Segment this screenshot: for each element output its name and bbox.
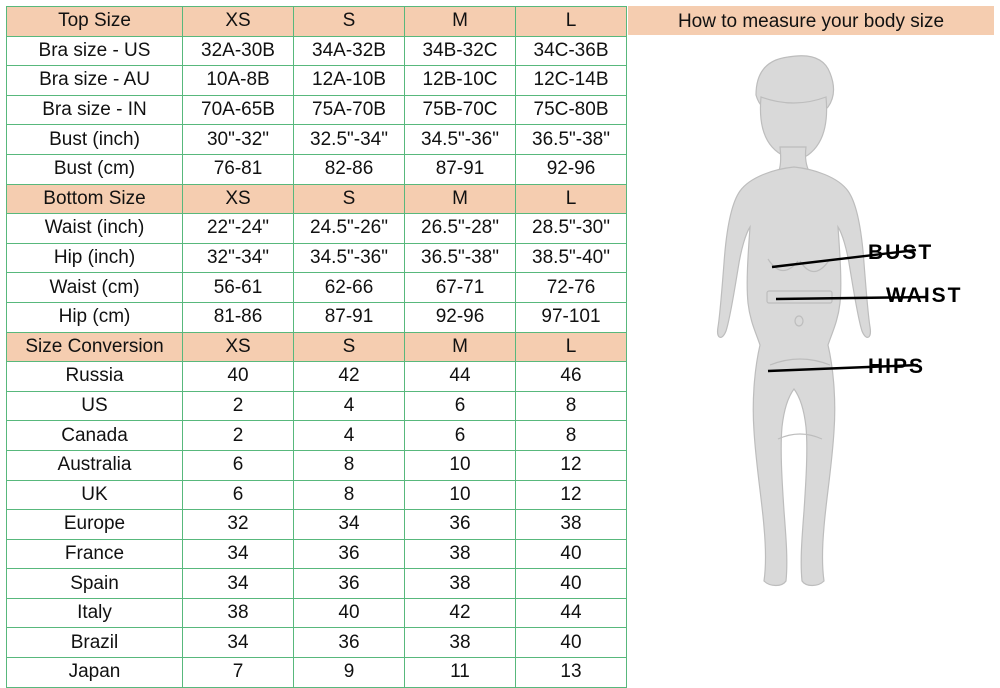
table-section-header-label: Size Conversion	[7, 332, 183, 362]
table-row-label: Russia	[7, 362, 183, 392]
table-cell: 2	[183, 421, 294, 451]
table-cell: 40	[516, 628, 627, 658]
table-cell: 6	[405, 421, 516, 451]
table-cell: 97-101	[516, 302, 627, 332]
table-cell: 32"-34"	[183, 243, 294, 273]
label-hips: HIPS	[868, 355, 926, 378]
table-cell: 13	[516, 658, 627, 688]
table-row	[7, 36, 627, 66]
table-cell: 76-81	[183, 154, 294, 184]
table-column-header: L	[516, 332, 627, 362]
table-cell: 44	[405, 362, 516, 392]
table-cell: 8	[516, 391, 627, 421]
table-section-header-row	[7, 332, 627, 362]
table-cell: 8	[516, 421, 627, 451]
table-cell: 8	[294, 450, 405, 480]
table-cell: 36.5"-38"	[516, 125, 627, 155]
table-cell: 75A-70B	[294, 95, 405, 125]
table-row-label: Canada	[7, 421, 183, 451]
table-cell: 67-71	[405, 273, 516, 303]
table-cell: 11	[405, 658, 516, 688]
table-cell: 40	[516, 539, 627, 569]
table-cell: 40	[294, 598, 405, 628]
table-cell: 4	[294, 391, 405, 421]
table-column-header: M	[405, 184, 516, 214]
table-cell: 38	[183, 598, 294, 628]
table-cell: 44	[516, 598, 627, 628]
table-row	[7, 658, 627, 688]
table-cell: 36	[294, 539, 405, 569]
table-row-label: Bra size - IN	[7, 95, 183, 125]
table-row	[7, 154, 627, 184]
table-row-label: UK	[7, 480, 183, 510]
table-row	[7, 510, 627, 540]
table-cell: 24.5"-26"	[294, 214, 405, 244]
table-row	[7, 480, 627, 510]
table-row	[7, 362, 627, 392]
table-section-header-row	[7, 184, 627, 214]
table-cell: 10	[405, 450, 516, 480]
table-cell: 87-91	[294, 302, 405, 332]
table-cell: 36	[294, 628, 405, 658]
table-cell: 12	[516, 480, 627, 510]
table-cell: 56-61	[183, 273, 294, 303]
table-row	[7, 421, 627, 451]
table-row	[7, 391, 627, 421]
table-cell: 70A-65B	[183, 95, 294, 125]
table-row	[7, 214, 627, 244]
table-cell: 10A-8B	[183, 66, 294, 96]
measure-title: How to measure your body size	[628, 6, 994, 35]
table-cell: 46	[516, 362, 627, 392]
size-table	[6, 6, 627, 688]
table-row-label: Bra size - US	[7, 36, 183, 66]
table-cell: 28.5"-30"	[516, 214, 627, 244]
label-waist: WAIST	[886, 284, 963, 307]
table-cell: 38	[405, 628, 516, 658]
table-row	[7, 66, 627, 96]
table-column-header: M	[405, 7, 516, 37]
table-cell: 4	[294, 421, 405, 451]
table-cell: 36	[405, 510, 516, 540]
table-row-label: Bust (inch)	[7, 125, 183, 155]
table-column-header: L	[516, 184, 627, 214]
table-row-label: France	[7, 539, 183, 569]
table-column-header: S	[294, 184, 405, 214]
table-cell: 38	[516, 510, 627, 540]
table-cell: 40	[183, 362, 294, 392]
table-cell: 6	[405, 391, 516, 421]
table-cell: 34A-32B	[294, 36, 405, 66]
table-row	[7, 273, 627, 303]
table-cell: 36.5"-38"	[405, 243, 516, 273]
table-row-label: Bust (cm)	[7, 154, 183, 184]
table-row-label: Japan	[7, 658, 183, 688]
table-cell: 12A-10B	[294, 66, 405, 96]
table-row-label: Brazil	[7, 628, 183, 658]
table-cell: 34	[294, 510, 405, 540]
table-cell: 34	[183, 539, 294, 569]
table-cell: 30"-32"	[183, 125, 294, 155]
table-cell: 12B-10C	[405, 66, 516, 96]
table-column-header: XS	[183, 332, 294, 362]
table-column-header: S	[294, 7, 405, 37]
table-row-label: Hip (cm)	[7, 302, 183, 332]
table-cell: 62-66	[294, 273, 405, 303]
table-column-header: S	[294, 332, 405, 362]
female-body-figure-icon	[628, 35, 1000, 685]
table-cell: 32.5"-34"	[294, 125, 405, 155]
table-cell: 38	[405, 569, 516, 599]
table-cell: 75B-70C	[405, 95, 516, 125]
table-cell: 34	[183, 628, 294, 658]
table-cell: 34B-32C	[405, 36, 516, 66]
table-row	[7, 243, 627, 273]
table-row	[7, 95, 627, 125]
table-cell: 34C-36B	[516, 36, 627, 66]
table-cell: 40	[516, 569, 627, 599]
table-row-label: Italy	[7, 598, 183, 628]
table-row-label: Waist (inch)	[7, 214, 183, 244]
table-cell: 81-86	[183, 302, 294, 332]
illustration-panel	[628, 0, 1000, 687]
table-row-label: US	[7, 391, 183, 421]
label-bust: BUST	[868, 241, 934, 264]
table-row	[7, 450, 627, 480]
table-cell: 12	[516, 450, 627, 480]
table-cell: 34.5"-36"	[405, 125, 516, 155]
table-cell: 9	[294, 658, 405, 688]
table-row-label: Spain	[7, 569, 183, 599]
table-cell: 7	[183, 658, 294, 688]
table-cell: 38.5"-40"	[516, 243, 627, 273]
table-cell: 42	[405, 598, 516, 628]
table-cell: 72-76	[516, 273, 627, 303]
table-cell: 22"-24"	[183, 214, 294, 244]
table-cell: 92-96	[405, 302, 516, 332]
table-column-header: XS	[183, 7, 294, 37]
table-cell: 34	[183, 569, 294, 599]
table-cell: 75C-80B	[516, 95, 627, 125]
table-row-label: Waist (cm)	[7, 273, 183, 303]
table-column-header: XS	[183, 184, 294, 214]
table-row	[7, 598, 627, 628]
table-cell: 26.5"-28"	[405, 214, 516, 244]
table-cell: 92-96	[516, 154, 627, 184]
table-cell: 34.5"-36"	[294, 243, 405, 273]
table-cell: 38	[405, 539, 516, 569]
table-row	[7, 302, 627, 332]
table-row	[7, 539, 627, 569]
table-cell: 32	[183, 510, 294, 540]
table-row	[7, 628, 627, 658]
figure-wrap	[628, 35, 1000, 685]
table-cell: 8	[294, 480, 405, 510]
table-cell: 12C-14B	[516, 66, 627, 96]
table-row	[7, 569, 627, 599]
table-row-label: Hip (inch)	[7, 243, 183, 273]
table-cell: 10	[405, 480, 516, 510]
table-section-header-label: Top Size	[7, 7, 183, 37]
table-column-header: L	[516, 7, 627, 37]
table-cell: 42	[294, 362, 405, 392]
table-section-header-row	[7, 7, 627, 37]
table-cell: 82-86	[294, 154, 405, 184]
table-cell: 36	[294, 569, 405, 599]
table-section-header-label: Bottom Size	[7, 184, 183, 214]
table-cell: 6	[183, 450, 294, 480]
table-cell: 2	[183, 391, 294, 421]
table-cell: 6	[183, 480, 294, 510]
table-cell: 87-91	[405, 154, 516, 184]
table-row	[7, 125, 627, 155]
table-cell: 32A-30B	[183, 36, 294, 66]
table-row-label: Europe	[7, 510, 183, 540]
table-column-header: M	[405, 332, 516, 362]
table-row-label: Australia	[7, 450, 183, 480]
table-row-label: Bra size - AU	[7, 66, 183, 96]
